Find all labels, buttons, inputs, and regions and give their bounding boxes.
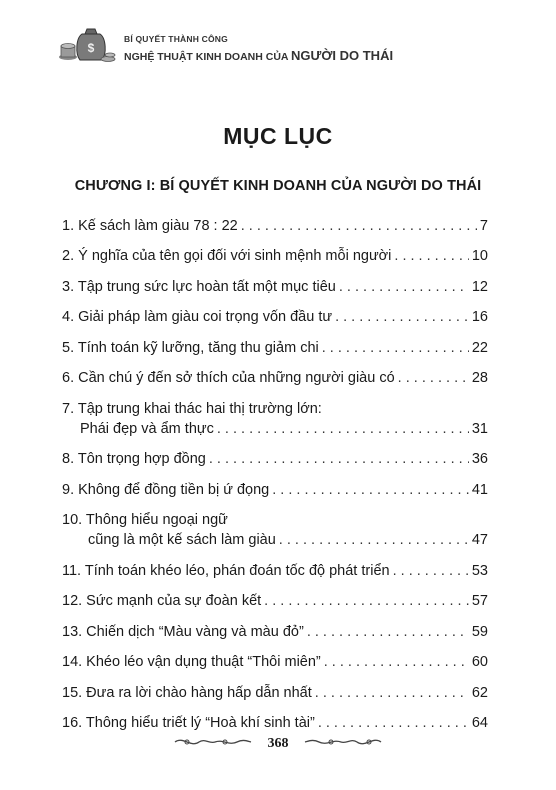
toc-entry-label-continued: cũng là một kế sách làm giàu: [88, 532, 276, 548]
toc-entry-label: 16. Thông hiểu triết lý “Hoà khí sinh tài”: [62, 715, 315, 731]
toc-entry-label: 7. Tập trung khai thác hai thị trường lớn:: [62, 400, 322, 417]
toc-entry-page: 53: [471, 562, 488, 579]
toc-entry-label: 9. Không để đồng tiền bị ứ đọng: [62, 481, 270, 498]
toc-entry-label-continued: Phái đẹp và ẩm thực: [80, 420, 214, 437]
toc-entry-label: 4. Giải pháp làm giàu coi trọng vốn đầu tư: [62, 309, 333, 325]
dot-leader: [209, 449, 469, 469]
dot-leader: [339, 277, 469, 297]
dot-leader: [315, 683, 469, 703]
toc-entry[interactable]: [62, 277, 488, 297]
chapter-heading: CHƯƠNG I: BÍ QUYẾT KINH DOANH CỦA NGƯỜI DO THÁI: [74, 178, 482, 194]
toc-entry-label: 8. Tôn trọng hợp đồng: [62, 451, 206, 467]
toc-entry-label: 5. Tính toán kỹ lưỡng, tăng thu giảm chi: [62, 339, 319, 356]
flourish-ornament-icon: [303, 734, 383, 750]
toc-entry-page: 41: [471, 481, 488, 498]
dot-leader: [217, 419, 469, 439]
toc-entry-page: 22: [471, 339, 488, 356]
toc-entry-page: 12: [471, 278, 488, 295]
toc-entry[interactable]: [62, 368, 488, 388]
toc-entry[interactable]: [62, 683, 488, 703]
toc-entry[interactable]: [62, 338, 488, 358]
dot-leader: [322, 338, 469, 358]
flourish-ornament-icon: [173, 734, 253, 750]
toc-entry-page: 36: [471, 451, 488, 467]
dot-leader: [393, 561, 469, 581]
dot-leader: [318, 713, 469, 733]
dot-leader: [241, 216, 477, 236]
toc-entry-label: 11. Tính toán khéo léo, phán đoán tốc độ phát triển: [62, 562, 390, 579]
toc-entry-label: 13. Chiến dịch “Màu vàng và màu đỏ”: [62, 623, 304, 640]
toc-entry-page: 47: [471, 532, 488, 548]
toc-entry[interactable]: [62, 652, 488, 672]
toc-entry[interactable]: [62, 591, 488, 611]
toc-entry-label: 14. Khéo léo vận dụng thuật “Thôi miên”: [62, 654, 321, 670]
book-title-emphasis: NGƯỜI DO THÁI: [291, 48, 394, 63]
toc-entry-label: 2. Ý nghĩa của tên gọi đối với sinh mệnh mỗi người: [62, 248, 392, 264]
toc-entry-label: 12. Sức mạnh của sự đoàn kết: [62, 593, 262, 609]
page-footer: [0, 733, 556, 753]
dot-leader: [324, 652, 469, 672]
money-bag-icon: [58, 24, 116, 64]
toc-entry-page: 28: [471, 370, 488, 386]
toc-entry-page: 60: [471, 654, 488, 670]
toc-entry-page: 62: [471, 684, 488, 701]
toc-entry[interactable]: [62, 713, 488, 733]
toc-entry-page: 7: [479, 217, 488, 234]
toc-entry-page: 10: [471, 248, 488, 264]
toc-entry-page: 57: [471, 593, 488, 609]
toc-entry-label: 3. Tập trung sức lực hoàn tất một mục tiêu: [62, 278, 336, 295]
book-title-prefix: NGHỆ THUẬT KINH DOANH CỦA: [124, 51, 289, 63]
dot-leader: [272, 480, 469, 500]
toc-entry[interactable]: [62, 449, 488, 469]
toc-entry[interactable]: [62, 216, 488, 236]
toc-entry-label: 10. Thông hiểu ngoại ngữ: [62, 512, 228, 528]
dot-leader: [394, 246, 468, 266]
dot-leader: [307, 622, 469, 642]
dot-leader: [279, 530, 469, 550]
toc-entry[interactable]: [62, 622, 488, 642]
toc-entry-page: 64: [471, 715, 488, 731]
toc-entry[interactable]: [62, 399, 488, 439]
running-header: [58, 22, 394, 66]
toc-list: [62, 205, 488, 733]
page-number: 368: [267, 736, 289, 751]
toc-entry[interactable]: [62, 246, 488, 266]
book-title: [124, 48, 393, 63]
toc-entry-page: 31: [471, 420, 488, 437]
toc-entry[interactable]: [62, 561, 488, 581]
dot-leader: [398, 368, 469, 388]
toc-entry-label: 15. Đưa ra lời chào hàng hấp dẫn nhất: [62, 684, 312, 701]
series-title: BÍ QUYẾT THÀNH CÔNG: [124, 34, 228, 44]
toc-entry[interactable]: [62, 307, 488, 327]
toc-entry-page: 59: [471, 623, 488, 640]
toc-entry[interactable]: [62, 480, 488, 500]
svg-text:$: $: [87, 41, 95, 55]
toc-entry-label: 6. Cần chú ý đến sở thích của những người giàu có: [62, 370, 395, 386]
dot-leader: [335, 307, 469, 327]
page-title: MỤC LỤC: [223, 123, 333, 149]
toc-entry-page: 16: [471, 309, 488, 325]
dot-leader: [264, 591, 469, 611]
toc-entry[interactable]: [62, 510, 488, 550]
toc-entry-label: 1. Kế sách làm giàu 78 : 22: [62, 217, 238, 234]
